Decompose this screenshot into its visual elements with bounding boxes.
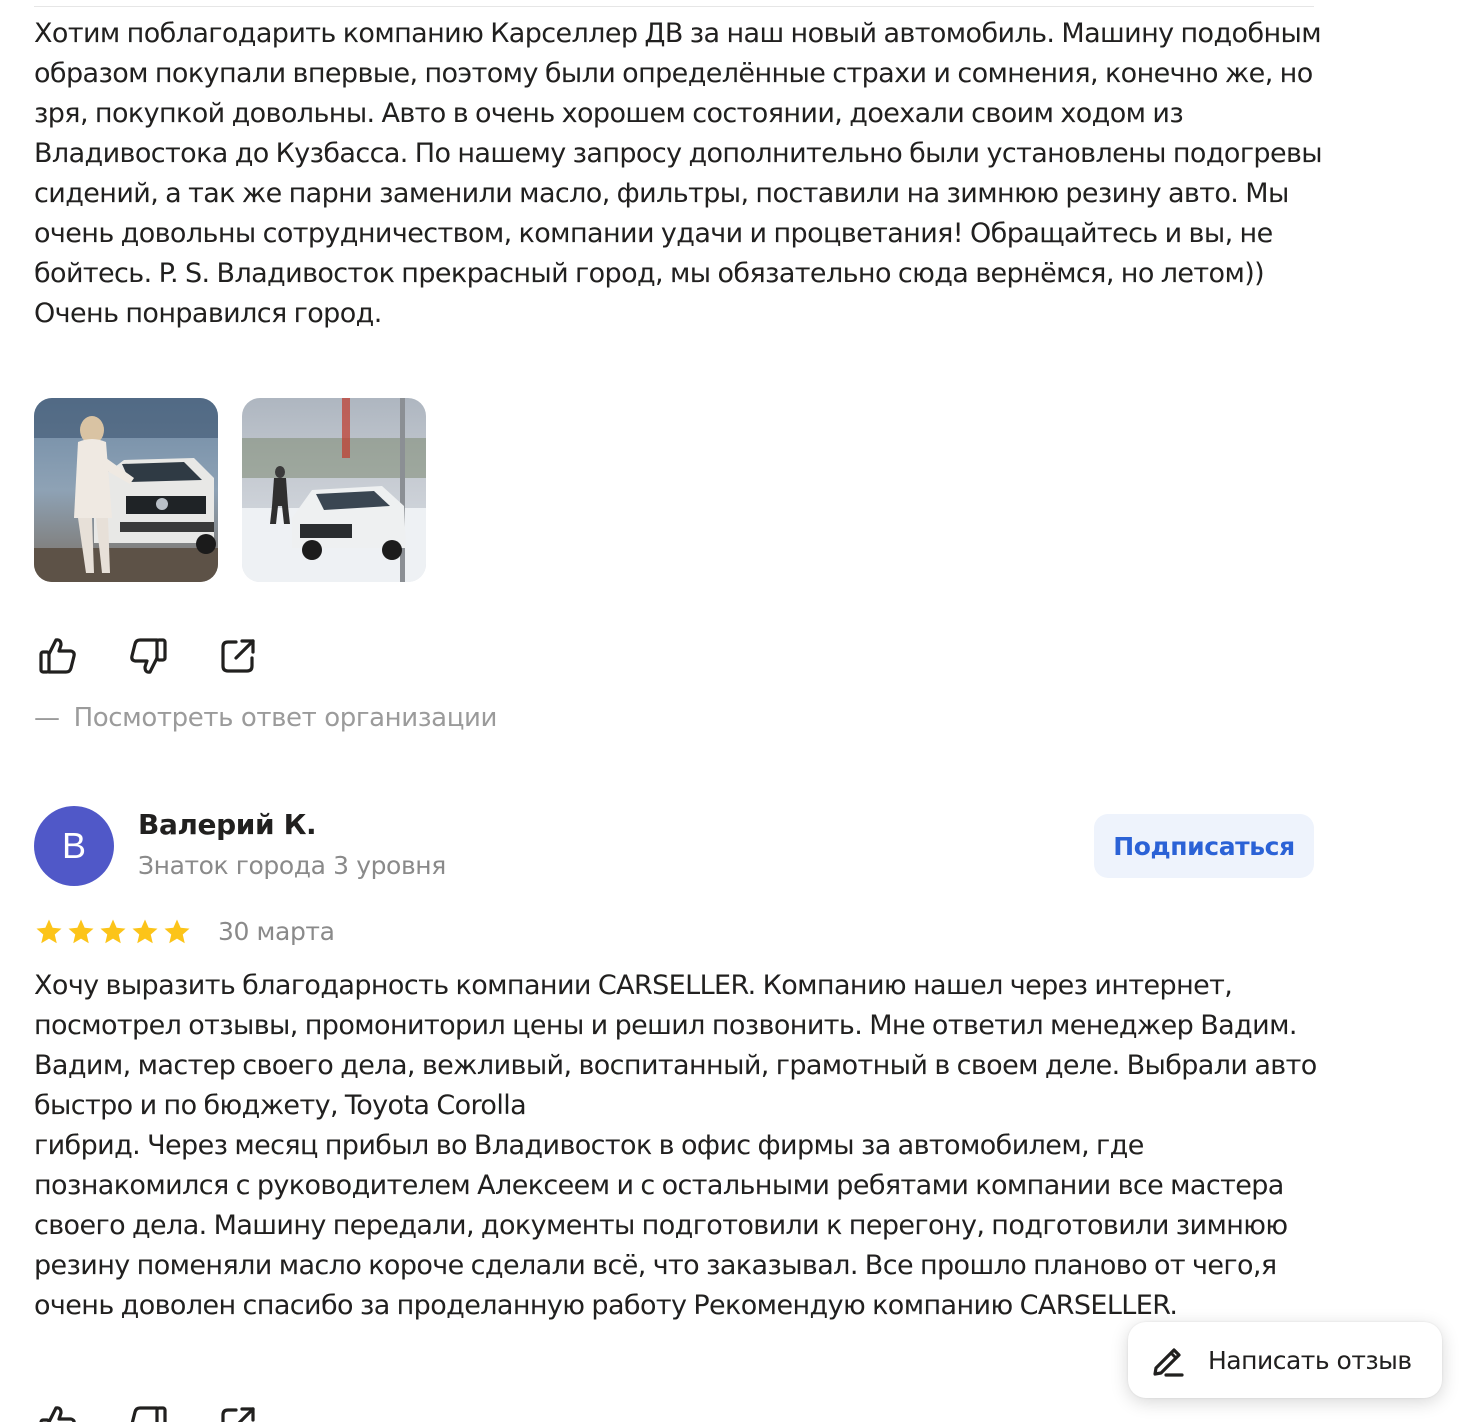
review-photos [34, 398, 426, 582]
view-org-answer-link[interactable] [34, 703, 497, 733]
review-photo-woman-with-car[interactable] [34, 398, 218, 582]
review-text-part: Хочу выразить благодарность компании CARSELLER. Компанию нашел через интернет, посмотрел отзывы, промониторил цены и решил позвонить. Мне ответил менеджер Вадим. Вадим, мастер своего дела, вежливый, воспитанный, грамотный в своем деле. Выбрали авто быстро и по бюджету, Toyota Corolla [34, 970, 1317, 1121]
star-icon [162, 917, 192, 947]
star-icon [130, 917, 160, 947]
review-text: Хотим поблагодарить компанию Карселлер ДВ за наш новый автомобиль. Машину подобным образом покупали впервые, поэтому были определённые страхи и сомнения, конечно же, но зря, покупкой довольны. Авто в очень хорошем состоянии, доехали своим ходом из Владивостока до Кузбасса. По нашему запросу дополнительно были установлены подогревы сидений, а так же парни заменили масло, фильтры, поставили на зимнюю резину авто. Мы очень довольны сотрудничеством, компании удачи и процветания! Обращайтесь и вы, не бойтесь. P. S. Владивосток прекрасный город, мы обязательно сюда вернёмся, но летом)) Очень понравился город. [34, 18, 1323, 329]
author-name[interactable]: Валерий К. [138, 808, 317, 841]
thumbs-down-icon[interactable] [124, 632, 172, 680]
subscribe-button[interactable]: Подписаться [1094, 814, 1314, 878]
review-actions [34, 1400, 262, 1422]
divider [34, 6, 1314, 7]
avatar-letter: В [61, 825, 86, 866]
dash: — [34, 703, 60, 733]
thumbs-up-icon[interactable] [34, 632, 82, 680]
star-icon [98, 917, 128, 947]
write-review-label: Написать отзыв [1208, 1345, 1412, 1375]
author-level: Знаток города 3 уровня [138, 851, 446, 880]
share-icon[interactable] [214, 632, 262, 680]
review-text-part: гибрид. Через месяц прибыл во Владивосток в офис фирмы за автомобилем, где познакомился с руководителем Алексеем и с остальными ребятами компании все мастера своего дела. Машину передали, документы подготовили к перегону, подготовили зимнюю резину поменяли масло короче сделали всё, что заказывал. Все прошло планово от чего,я очень доволен спасибо за проделанную работу Рекомендую компанию CARSELLER. [34, 1130, 1288, 1321]
write-review-button[interactable] [1128, 1322, 1442, 1398]
star-icon [34, 917, 64, 947]
org-answer-label: Посмотреть ответ организации [73, 703, 497, 733]
review-date: 30 марта [218, 917, 335, 946]
star-icon [66, 917, 96, 947]
pencil-icon [1148, 1340, 1188, 1380]
rating-stars [34, 917, 192, 947]
share-icon[interactable] [214, 1400, 262, 1422]
thumbs-down-icon[interactable] [124, 1400, 172, 1422]
avatar[interactable] [34, 806, 114, 886]
review-photo-car-in-snow[interactable] [242, 398, 426, 582]
review-actions [34, 632, 262, 680]
review-text [34, 966, 1324, 1326]
thumbs-up-icon[interactable] [34, 1400, 82, 1422]
